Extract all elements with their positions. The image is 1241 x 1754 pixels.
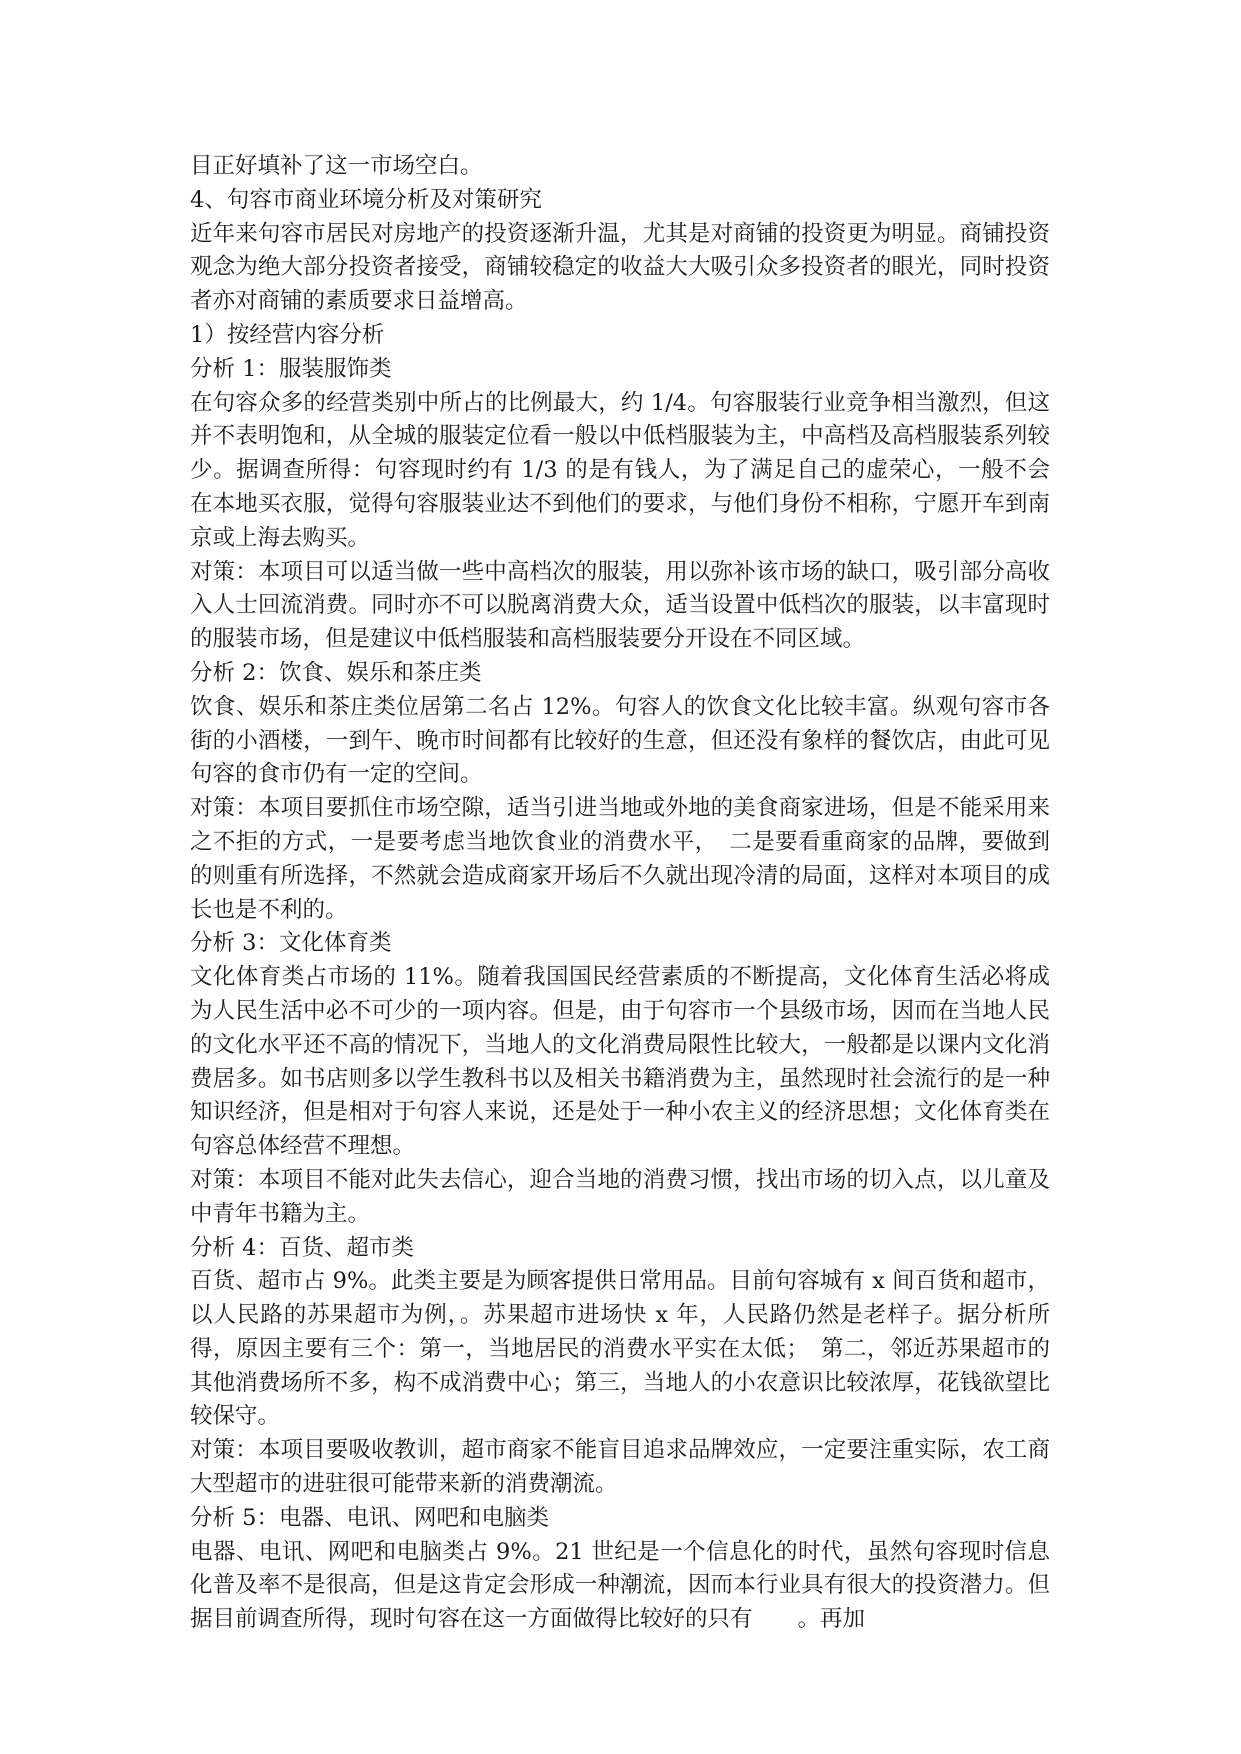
paragraph-intro: 近年来句容市居民对房地产的投资逐渐升温，尤其是对商铺的投资更为明显。商铺投资观念为绝大部分投资者接受，商铺较稳定的收益大大吸引众多投资者的眼光，同时投资者亦对商铺的素质要求日益增高。 (190, 220, 1050, 315)
analysis-heading-4: 分析 4：百货、超市类 (190, 1234, 414, 1261)
analysis-heading-3: 分析 3：文化体育类 (190, 930, 392, 957)
analysis-body-4: 百货、超市占 9%。此类主要是为顾客提供日常用品。目前句容城有 x 间百货和超市，以人民路的苏果超市为例，。苏果超市进场快 x 年，人民路仍然是老样子。据分析所得，原因主要有三个：第一，当地居民的消费水平实在太低； 第二，邻近苏果超市的其他消费场所不多，构不成消费中心；第三，当地人的小农意识比较浓厚，花钱欲望比较保守。 (190, 1268, 1050, 1430)
strategy-4: 对策：本项目要吸收教训，超市商家不能盲目追求品牌效应，一定要注重实际，农工商大型超市的进驻很可能带来新的消费潮流。 (190, 1437, 1050, 1498)
analysis-body-1: 在句容众多的经营类别中所占的比例最大，约 1/4。句容服装行业竞争相当激烈，但这并不表明饱和，从全城的服装定位看一般以中低档服装为主，中高档及高档服装系列较少。据调查所得：句容现时约有 1/3 的是有钱人，为了满足自己的虚荣心，一般不会在本地买衣服，觉得句容服装业达不到他们的要求，与他们身份不相称，宁愿开车到南京或上海去购买。 (190, 389, 1050, 551)
analysis-heading-2: 分析 2：饮食、娱乐和茶庄类 (190, 659, 482, 686)
analysis-body-3: 文化体育类占市场的 11%。随着我国国民经营素质的不断提高，文化体育生活必将成为人民生活中必不可少的一项内容。但是，由于句容市一个县级市场，因而在当地人民的文化水平还不高的情况下，当地人的文化消费局限性比较大，一般都是以课内文化消费居多。如书店则多以学生教科书以及相关书籍消费为主，虽然现时社会流行的是一种知识经济，但是相对于句容人来说，还是处于一种小农主义的经济思想；文化体育类在句容总体经营不理想。 (190, 964, 1050, 1160)
subsection-heading: 1）按经营内容分析 (190, 321, 385, 348)
section-heading: 4、句容市商业环境分析及对策研究 (190, 186, 542, 213)
analysis-body-2: 饮食、娱乐和茶庄类位居第二名占 12%。句容人的饮食文化比较丰富。纵观句容市各街的小酒楼，一到午、晚市时间都有比较好的生意，但还没有象样的餐饮店，由此可见句容的食市仍有一定的空间。 (190, 693, 1050, 788)
strategy-3: 对策：本项目不能对此失去信心，迎合当地的消费习惯，找出市场的切入点，以儿童及中青年书籍为主。 (190, 1166, 1050, 1227)
document-body (190, 150, 1050, 1637)
strategy-1: 对策：本项目可以适当做一些中高档次的服装，用以弥补该市场的缺口，吸引部分高收入人士回流消费。同时亦不可以脱离消费大众，适当设置中低档次的服装，以丰富现时的服装市场，但是建议中低档服装和高档服装要分开设在不同区域。 (190, 558, 1050, 653)
analysis-heading-5: 分析 5：电器、电讯、网吧和电脑类 (190, 1504, 549, 1531)
analysis-heading-1: 分析 1：服装服饰类 (190, 355, 392, 382)
strategy-2: 对策：本项目要抓住市场空隙，适当引进当地或外地的美食商家进场，但是不能采用来之不拒的方式，一是要考虑当地饮食业的消费水平， 二是要看重商家的品牌，要做到的则重有所选择，不然就会造成商家开场后不久就出现冷清的局面，这样对本项目的成长也是不利的。 (190, 795, 1050, 923)
analysis-body-5: 电器、电讯、网吧和电脑类占 9%。21 世纪是一个信息化的时代，虽然句容现时信息化普及率不是很高，但是这肯定会形成一种潮流，因而本行业具有很大的投资潜力。但据目前调查所得，现时句容在这一方面做得比较好的只有 。再加 (190, 1538, 1050, 1633)
paragraph-continuation: 目正好填补了这一市场空白。 (190, 153, 483, 179)
